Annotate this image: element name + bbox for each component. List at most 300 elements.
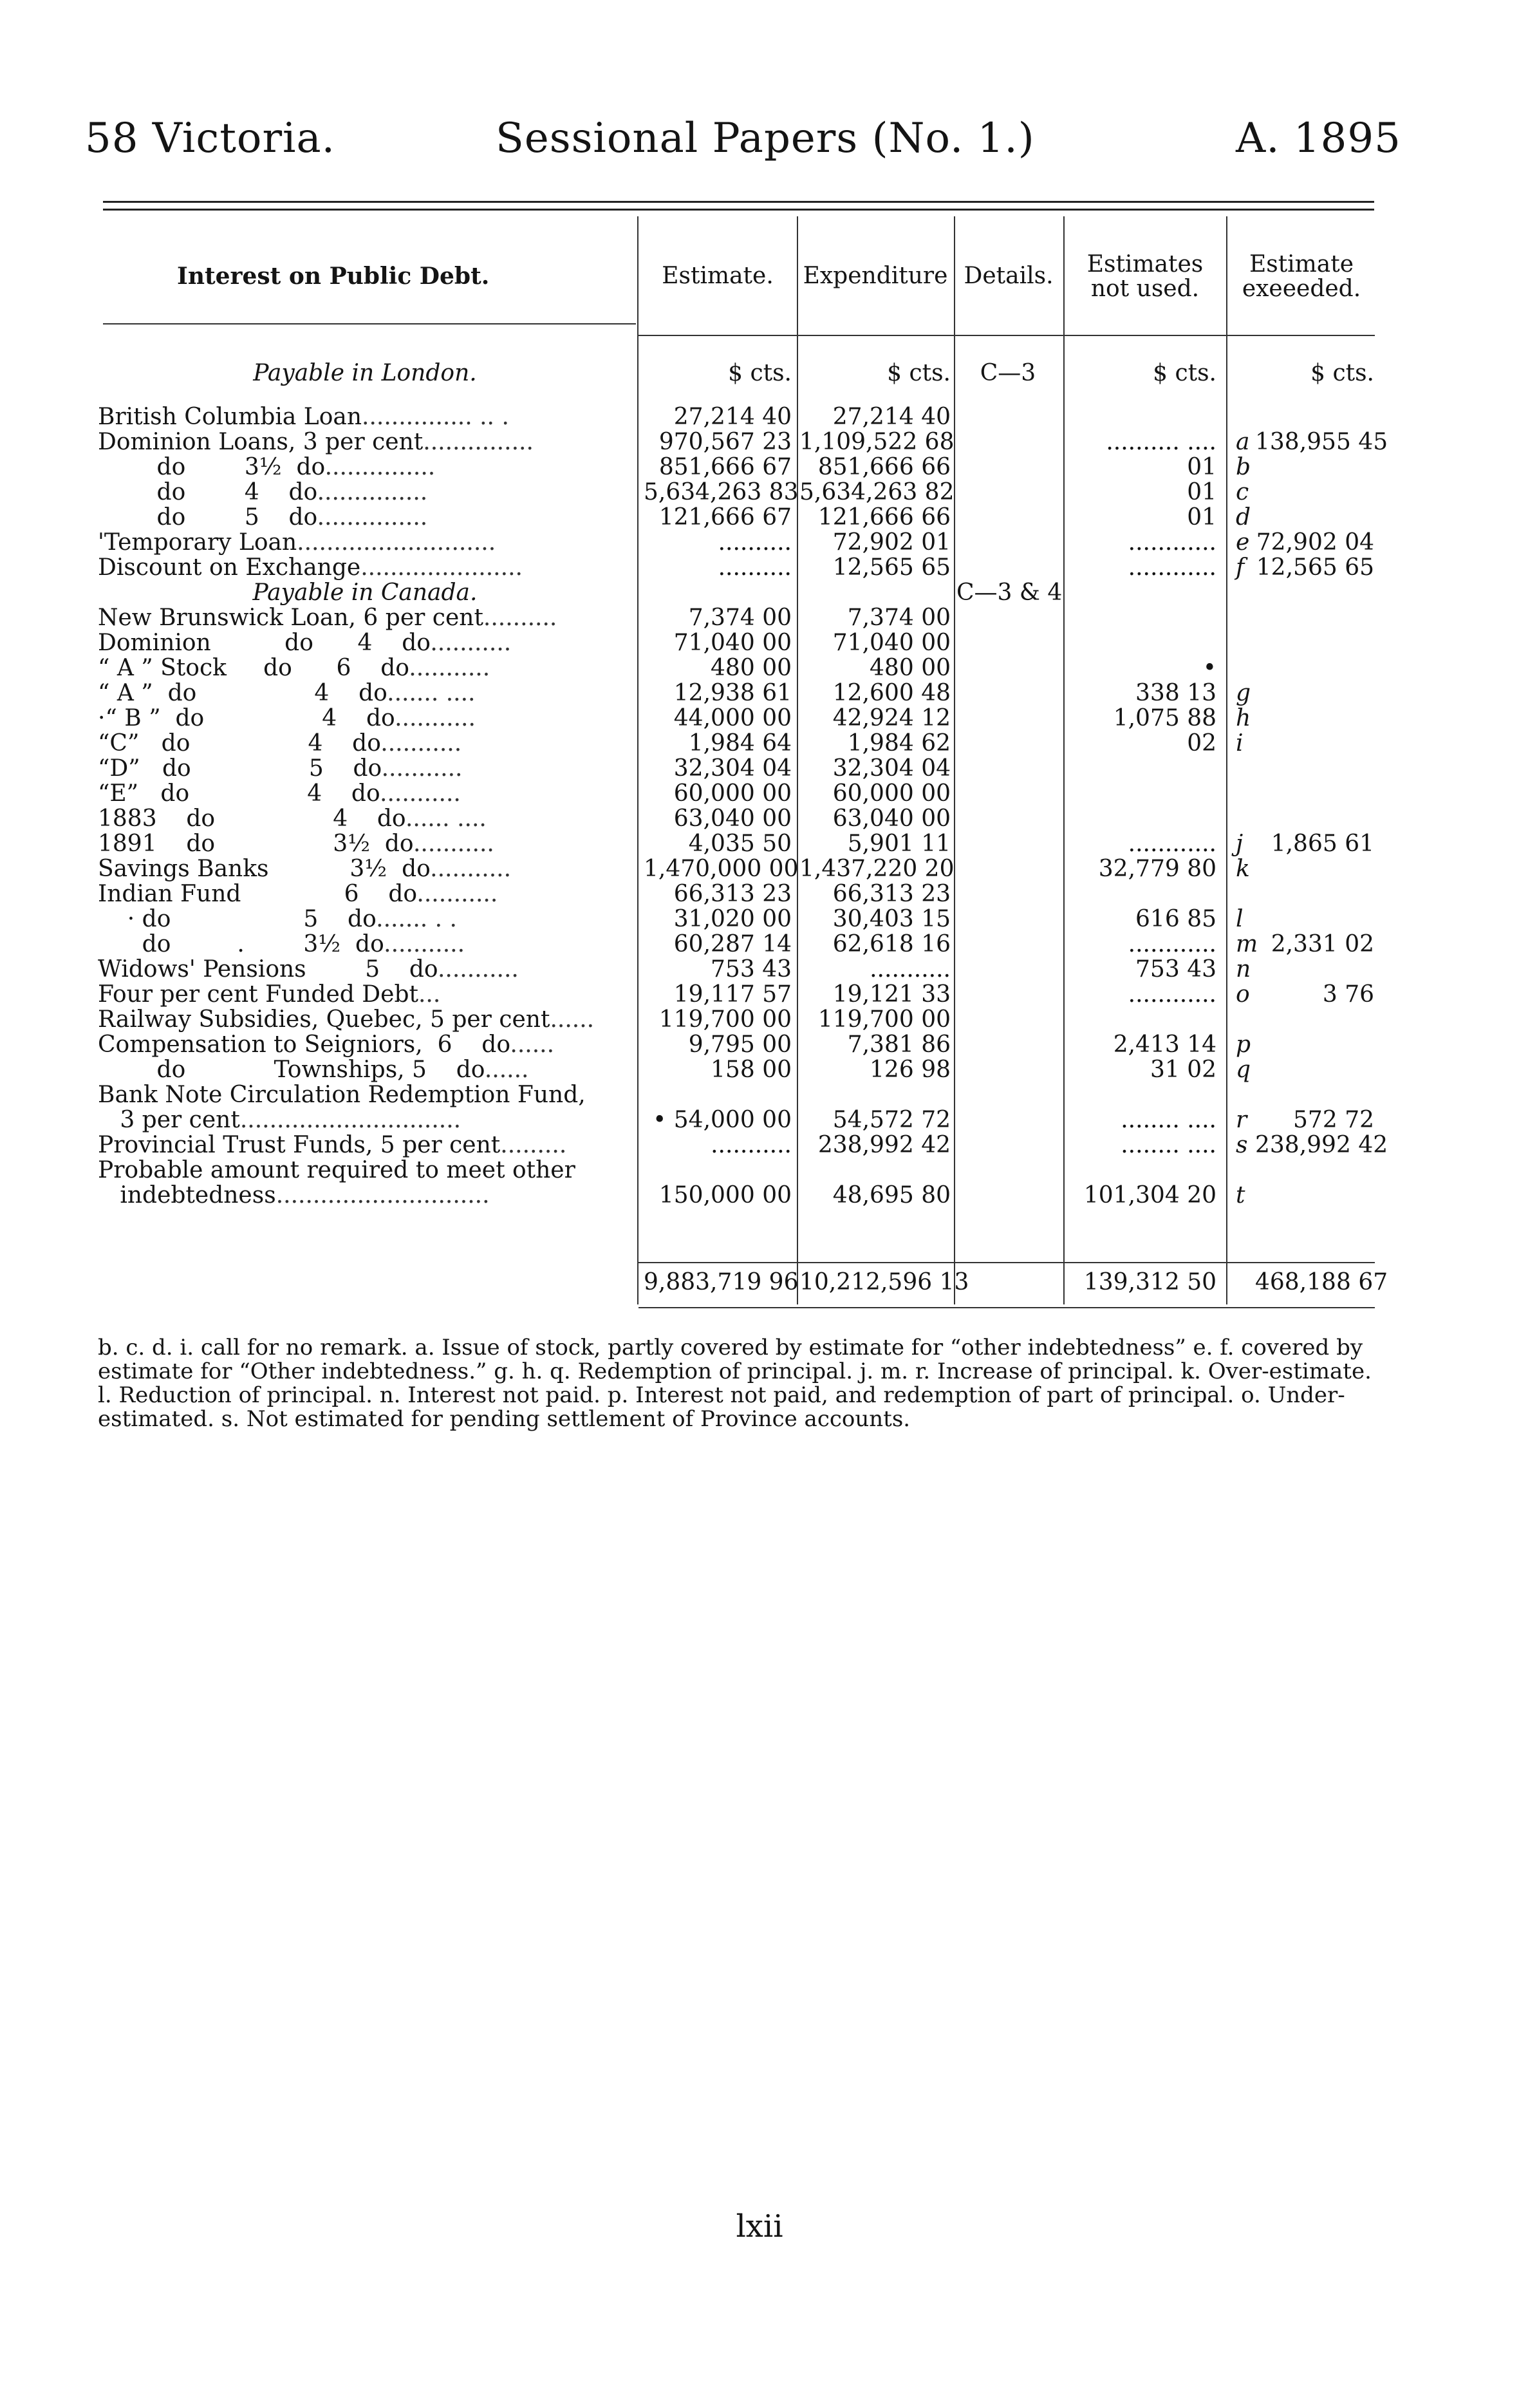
row-expenditure: 119,700 00 xyxy=(817,1006,951,1033)
row-label xyxy=(98,1082,632,1107)
table-row xyxy=(0,831,1519,856)
row-label xyxy=(98,706,632,731)
row-expenditure: 1,109,522 68 xyxy=(799,429,955,455)
column-heading-exceeded-line2: exeeeded. xyxy=(1242,276,1361,302)
leader-dots: ............... .. . xyxy=(362,404,509,430)
row-estimate: 121,666 67 xyxy=(658,504,792,531)
column-heading-unused-line1: Estimates xyxy=(1086,251,1204,277)
row-label-text: 1891 do 3½ do xyxy=(98,831,413,857)
row-estimate: 119,700 00 xyxy=(658,1006,792,1033)
row-label xyxy=(98,681,632,706)
row-estimate-not-used: ............ xyxy=(1128,931,1216,957)
row-estimate-exceeded xyxy=(1255,1082,1374,1107)
row-estimate-not-used xyxy=(1068,1007,1216,1032)
row-label-text: “D” do 5 do xyxy=(98,755,382,782)
row-estimate-exceeded xyxy=(1255,1057,1374,1082)
row-estimate: 150,000 00 xyxy=(658,1182,792,1209)
row-estimate: 32,304 04 xyxy=(673,755,792,782)
row-estimate-not-used xyxy=(1068,806,1216,831)
row-label-text: “ A ” do 4 do xyxy=(98,680,387,706)
row-estimate-not-used: • xyxy=(1202,655,1216,681)
row-note-letter: e xyxy=(1236,529,1250,556)
row-estimate-exceeded xyxy=(1255,455,1374,480)
leader-dots: ...... xyxy=(550,1006,595,1033)
row-estimate-not-used: 02 xyxy=(1187,730,1216,757)
row-expenditure: 63,040 00 xyxy=(832,805,951,832)
table-row xyxy=(0,932,1519,957)
row-estimate-exceeded xyxy=(1255,806,1374,831)
row-estimate-not-used: ............ xyxy=(1128,831,1216,857)
column-heading-label: Interest on Public Debt. xyxy=(177,263,490,290)
row-label-text: Compensation to Seigniors, 6 do xyxy=(98,1031,510,1058)
row-estimate-exceeded xyxy=(1255,756,1374,781)
row-label xyxy=(98,1007,632,1032)
table-row xyxy=(0,530,1519,555)
row-estimate-exceeded xyxy=(1255,681,1374,706)
row-estimate: 63,040 00 xyxy=(673,805,792,832)
row-note-letter: b xyxy=(1236,454,1251,480)
row-estimate-not-used: ............ xyxy=(1128,981,1216,1008)
row-estimate: 970,567 23 xyxy=(658,429,792,455)
details-canada: C—3 & 4 xyxy=(956,579,1063,606)
leader-dots: ........... xyxy=(380,780,461,807)
leader-dots: ........... xyxy=(416,881,498,907)
header-rule-top xyxy=(103,201,1374,203)
table-bottom-rule xyxy=(638,1307,1375,1308)
row-estimate: 753 43 xyxy=(711,956,792,983)
row-label-text: Railway Subsidies, Quebec, 5 per cent xyxy=(98,1006,550,1033)
row-expenditure: 12,565 65 xyxy=(832,554,951,581)
row-label xyxy=(98,806,632,831)
column-heading-exceeded xyxy=(1228,252,1375,301)
row-expenditure: 7,381 86 xyxy=(847,1031,951,1058)
leader-dots: ........... xyxy=(430,856,512,882)
row-label xyxy=(98,429,632,455)
row-label xyxy=(98,756,632,781)
heading-underline-columns xyxy=(638,335,1375,336)
row-expenditure: 71,040 00 xyxy=(832,630,951,656)
row-label xyxy=(98,856,632,881)
row-estimate-exceeded: 72,902 04 xyxy=(1256,529,1374,556)
row-expenditure xyxy=(799,1082,951,1107)
row-label xyxy=(98,1057,632,1082)
row-label xyxy=(98,655,632,681)
row-label xyxy=(98,957,632,982)
leader-dots: ........... xyxy=(380,730,462,757)
row-note-letter: d xyxy=(1236,504,1251,531)
row-estimate-not-used: ............ xyxy=(1128,554,1216,581)
row-note-letter: p xyxy=(1236,1031,1251,1058)
row-label xyxy=(98,781,632,806)
row-estimate-not-used: 338 13 xyxy=(1135,680,1216,706)
row-estimate: 9,795 00 xyxy=(688,1031,792,1058)
row-estimate-not-used: 1,075 88 xyxy=(1113,705,1216,731)
row-estimate: 1,470,000 00 xyxy=(644,856,799,882)
column-heading-estimate: Estimate. xyxy=(662,263,774,289)
row-estimate: 71,040 00 xyxy=(673,630,792,656)
row-expenditure: 19,121 33 xyxy=(832,981,951,1008)
section-heading-canada: Payable in Canada. xyxy=(252,579,478,606)
row-note-letter: t xyxy=(1236,1182,1245,1209)
leader-dots: ....... . . xyxy=(376,906,458,932)
row-estimate: .......... xyxy=(718,529,792,556)
table-row xyxy=(0,605,1519,630)
totals-rule xyxy=(638,1262,1375,1263)
unit-estimate: $ cts. xyxy=(728,360,792,386)
leader-dots: ........... xyxy=(437,956,519,983)
row-label xyxy=(98,455,632,480)
row-estimate-exceeded xyxy=(1255,957,1374,982)
column-heading-unused xyxy=(1065,252,1225,301)
row-estimate: 19,117 57 xyxy=(673,981,792,1008)
table-row xyxy=(0,1082,1519,1107)
row-expenditure: 5,634,263 82 xyxy=(799,479,955,505)
row-estimate-exceeded xyxy=(1255,1158,1374,1183)
row-label xyxy=(98,881,632,907)
leader-dots: ............... xyxy=(317,479,428,505)
row-note-letter: k xyxy=(1236,856,1250,882)
row-label xyxy=(98,1032,632,1057)
row-label-text: indebtedness xyxy=(98,1182,276,1209)
row-label-text: ·“ B ” do 4 do xyxy=(98,705,395,731)
total-unused: 139,312 50 xyxy=(1083,1269,1216,1295)
row-label xyxy=(98,404,632,429)
table-row xyxy=(0,681,1519,706)
row-estimate-not-used: ........ .... xyxy=(1121,1107,1216,1133)
leader-dots: ........... xyxy=(430,630,512,656)
row-estimate-exceeded xyxy=(1255,655,1374,681)
row-note-letter: q xyxy=(1236,1057,1251,1083)
unit-unused: $ cts. xyxy=(1153,360,1216,386)
row-expenditure: 72,902 01 xyxy=(832,529,951,556)
row-estimate xyxy=(644,1158,792,1183)
leader-dots: ...................... xyxy=(360,554,523,581)
row-estimate-exceeded xyxy=(1255,630,1374,655)
row-estimate: 60,000 00 xyxy=(673,780,792,807)
row-estimate: 5,634,263 83 xyxy=(644,479,799,505)
leader-dots: ........... xyxy=(384,931,465,957)
row-estimate-exceeded: 3 76 xyxy=(1322,981,1374,1008)
row-expenditure: 66,313 23 xyxy=(832,881,951,907)
row-estimate-not-used xyxy=(1068,881,1216,907)
row-label-text: Provincial Trust Funds, 5 per cent xyxy=(98,1132,501,1158)
table-row xyxy=(0,630,1519,655)
column-heading-expenditure: Expenditure xyxy=(803,263,948,289)
row-estimate: 31,020 00 xyxy=(673,906,792,932)
row-estimate: • 54,000 00 xyxy=(653,1107,792,1133)
header-rule-bottom xyxy=(103,209,1374,211)
row-label-text: “C” do 4 do xyxy=(98,730,381,757)
leader-dots: .............................. xyxy=(239,1107,461,1133)
row-note-letter: j xyxy=(1236,831,1244,857)
row-estimate-not-used: 01 xyxy=(1187,454,1216,480)
row-estimate: 4,035 50 xyxy=(688,831,792,857)
table-row xyxy=(0,505,1519,530)
row-estimate-exceeded: 12,565 65 xyxy=(1256,554,1374,581)
table-row xyxy=(0,404,1519,429)
row-label-text: Widows' Pensions 5 do xyxy=(98,956,438,983)
row-estimate-not-used xyxy=(1068,404,1216,429)
row-estimate-not-used: 01 xyxy=(1187,504,1216,531)
row-estimate-exceeded xyxy=(1255,605,1374,630)
row-estimate-not-used: 01 xyxy=(1187,479,1216,505)
row-estimate: 12,938 61 xyxy=(673,680,792,706)
row-label-text: “E” do 4 do xyxy=(98,780,380,807)
table-row xyxy=(0,1133,1519,1158)
row-label xyxy=(98,1107,632,1133)
row-estimate-not-used: ........ .... xyxy=(1121,1132,1216,1158)
total-estimate: 9,883,719 96 xyxy=(644,1269,799,1295)
leader-dots: ........... xyxy=(409,655,490,681)
table-row xyxy=(0,580,1519,605)
row-note-letter: f xyxy=(1236,554,1245,581)
row-label-text: Indian Fund 6 do xyxy=(98,881,417,907)
row-estimate-exceeded: 1,865 61 xyxy=(1271,831,1374,857)
row-note-letter: a xyxy=(1236,429,1250,455)
row-note-letter: g xyxy=(1236,680,1251,706)
table-row xyxy=(0,957,1519,982)
row-estimate: 480 00 xyxy=(711,655,792,681)
row-estimate-not-used xyxy=(1068,605,1216,630)
row-expenditure: 60,000 00 xyxy=(832,780,951,807)
row-estimate: 1,984 64 xyxy=(688,730,792,757)
row-estimate-exceeded xyxy=(1255,404,1374,429)
row-label-text: do . 3½ do xyxy=(98,931,384,957)
row-label-text: Dominion Loans, 3 per cent xyxy=(98,429,424,455)
row-label-text: British Columbia Loan xyxy=(98,404,362,430)
row-estimate: 27,214 40 xyxy=(673,404,792,430)
row-estimate-not-used: 32,779 80 xyxy=(1098,856,1216,882)
row-label-text: do Townships, 5 do xyxy=(98,1057,485,1083)
row-estimate-not-used: ............ xyxy=(1128,529,1216,556)
row-note-letter: n xyxy=(1236,956,1251,983)
row-label-text: 'Temporary Loan xyxy=(98,529,297,556)
row-expenditure: 7,374 00 xyxy=(847,605,951,631)
leader-dots: ........... xyxy=(413,831,494,857)
row-label xyxy=(98,1133,632,1158)
row-estimate-exceeded xyxy=(1255,781,1374,806)
table-row xyxy=(0,856,1519,881)
table-row xyxy=(0,429,1519,455)
units-row xyxy=(0,361,1519,386)
row-estimate-exceeded xyxy=(1255,907,1374,932)
row-label xyxy=(98,982,632,1007)
row-estimate-exceeded xyxy=(1255,856,1374,881)
table-row xyxy=(0,655,1519,681)
table-row xyxy=(0,480,1519,505)
row-expenditure: 121,666 66 xyxy=(817,504,951,531)
row-expenditure: 126 98 xyxy=(870,1057,951,1083)
table-row xyxy=(0,907,1519,932)
table-row xyxy=(0,756,1519,781)
row-label-text: Discount on Exchange xyxy=(98,554,361,581)
row-estimate-not-used: .......... .... xyxy=(1106,429,1216,455)
row-label-text: 3 per cent xyxy=(98,1107,240,1133)
row-label xyxy=(98,530,632,555)
row-estimate-exceeded: 2,331 02 xyxy=(1271,931,1374,957)
row-estimate-exceeded: 572 72 xyxy=(1293,1107,1374,1133)
row-expenditure: 54,572 72 xyxy=(832,1107,951,1133)
row-label xyxy=(98,605,632,630)
row-expenditure: 238,992 42 xyxy=(817,1132,951,1158)
table-row xyxy=(0,1032,1519,1057)
row-estimate: 851,666 67 xyxy=(658,454,792,480)
row-note-letter: s xyxy=(1236,1132,1248,1158)
row-note-letter: o xyxy=(1236,981,1250,1008)
section-heading-london: Payable in London. xyxy=(253,360,477,386)
row-note-letter: r xyxy=(1236,1107,1247,1133)
row-estimate-exceeded xyxy=(1255,1032,1374,1057)
row-label-text: do 4 do xyxy=(98,479,317,505)
row-estimate-not-used xyxy=(1068,756,1216,781)
row-label-text: “ A ” Stock do 6 do xyxy=(98,655,409,681)
table-row xyxy=(0,1007,1519,1032)
row-estimate: 158 00 xyxy=(711,1057,792,1083)
row-label xyxy=(98,831,632,856)
row-estimate-not-used xyxy=(1068,781,1216,806)
header-right: A. 1895 xyxy=(1236,115,1401,162)
row-label xyxy=(98,731,632,756)
total-exceeded: 468,188 67 xyxy=(1255,1269,1388,1295)
table-row xyxy=(0,806,1519,831)
row-estimate-not-used xyxy=(1068,1082,1216,1107)
table-row xyxy=(0,1107,1519,1133)
row-label-text: Bank Note Circulation Redemption Fund, xyxy=(98,1082,586,1108)
column-heading-unused-line2: not used. xyxy=(1090,276,1200,302)
row-note-letter: c xyxy=(1236,479,1249,505)
row-expenditure: 1,984 62 xyxy=(847,730,951,757)
row-estimate: 60,287 14 xyxy=(673,931,792,957)
table-row xyxy=(0,555,1519,580)
row-label-text: do 3½ do xyxy=(98,454,325,480)
row-label-text: Dominion do 4 do xyxy=(98,630,431,656)
row-expenditure xyxy=(799,1158,951,1183)
leader-dots: ............... xyxy=(423,429,534,455)
row-estimate-exceeded xyxy=(1255,505,1374,530)
row-estimate: 66,313 23 xyxy=(673,881,792,907)
row-estimate-not-used xyxy=(1068,630,1216,655)
row-note-letter: m xyxy=(1236,931,1258,957)
table-row xyxy=(0,781,1519,806)
row-label-text: Probable amount required to meet other xyxy=(98,1157,575,1183)
leader-dots: ...... xyxy=(484,1057,529,1083)
row-expenditure: ........... xyxy=(870,956,951,983)
unit-exceeded: $ cts. xyxy=(1310,360,1374,386)
total-expenditure: 10,212,596 13 xyxy=(799,1269,969,1295)
row-label-text: Savings Banks 3½ do xyxy=(98,856,431,882)
leader-dots: ............... xyxy=(324,454,436,480)
heading-underline-label xyxy=(103,323,636,325)
row-expenditure: 42,924 12 xyxy=(832,705,951,731)
row-label xyxy=(98,1183,632,1208)
row-estimate: .......... xyxy=(718,554,792,581)
row-estimate-exceeded xyxy=(1255,1007,1374,1032)
row-estimate-not-used: 616 85 xyxy=(1135,906,1216,932)
row-expenditure: 851,666 66 xyxy=(817,454,951,480)
leader-dots: ........... xyxy=(395,705,476,731)
leader-dots: ...... xyxy=(510,1031,555,1058)
table-row xyxy=(0,982,1519,1007)
row-label xyxy=(98,555,632,580)
row-label-text: do 5 do xyxy=(98,504,317,531)
column-heading-details: Details. xyxy=(964,263,1054,289)
row-label-text: 1883 do 4 do xyxy=(98,805,405,832)
row-label-text: · do 5 do xyxy=(98,906,377,932)
header-center: Sessional Papers (No. 1.) xyxy=(496,115,1035,162)
column-heading-exceeded-line1: Estimate xyxy=(1249,251,1354,277)
row-expenditure: 480 00 xyxy=(870,655,951,681)
row-expenditure: 32,304 04 xyxy=(832,755,951,782)
row-label xyxy=(98,480,632,505)
row-label-text: Four per cent Funded Debt xyxy=(98,981,418,1008)
row-estimate: ........... xyxy=(711,1132,792,1158)
row-label xyxy=(98,505,632,530)
table-row xyxy=(0,706,1519,731)
row-estimate-exceeded xyxy=(1255,706,1374,731)
row-estimate-not-used: 101,304 20 xyxy=(1083,1182,1216,1209)
row-label xyxy=(98,630,632,655)
row-expenditure: 27,214 40 xyxy=(832,404,951,430)
row-estimate-not-used xyxy=(1068,1158,1216,1183)
row-label xyxy=(98,907,632,932)
leader-dots: ......... xyxy=(500,1132,567,1158)
row-estimate-exceeded xyxy=(1255,480,1374,505)
leader-dots: ........... xyxy=(381,755,463,782)
row-label xyxy=(98,1158,632,1183)
row-note-letter: h xyxy=(1236,705,1251,731)
page-number: lxii xyxy=(736,2208,783,2244)
row-estimate-exceeded: 238,992 42 xyxy=(1255,1132,1388,1158)
row-note-letter: i xyxy=(1236,730,1244,757)
row-expenditure: 5,901 11 xyxy=(847,831,951,857)
row-expenditure: 1,437,220 20 xyxy=(799,856,955,882)
row-expenditure: 12,600 48 xyxy=(832,680,951,706)
row-expenditure: 30,403 15 xyxy=(832,906,951,932)
table-row xyxy=(0,455,1519,480)
row-estimate-exceeded xyxy=(1255,731,1374,756)
row-estimate-not-used: 753 43 xyxy=(1135,956,1216,983)
unit-expenditure: $ cts. xyxy=(887,360,951,386)
row-note-letter: l xyxy=(1236,906,1244,932)
leader-dots: ... xyxy=(418,981,441,1008)
row-expenditure: 48,695 80 xyxy=(832,1182,951,1209)
details-london: C—3 xyxy=(980,360,1036,386)
leader-dots: ............... xyxy=(317,504,428,531)
leader-dots: .......... xyxy=(483,605,557,631)
table-row xyxy=(0,1057,1519,1082)
row-label xyxy=(98,932,632,957)
row-label-text: New Brunswick Loan, 6 per cent xyxy=(98,605,483,631)
row-expenditure: 62,618 16 xyxy=(832,931,951,957)
header-left: 58 Victoria. xyxy=(85,115,335,162)
leader-dots: ...... .... xyxy=(405,805,487,832)
table-row xyxy=(0,1183,1519,1208)
leader-dots: ........................... xyxy=(297,529,496,556)
row-estimate xyxy=(644,1082,792,1107)
row-estimate-not-used: 2,413 14 xyxy=(1113,1031,1216,1058)
row-estimate: 7,374 00 xyxy=(688,605,792,631)
leader-dots: ............................. xyxy=(275,1182,490,1209)
totals-row xyxy=(0,1270,1519,1295)
footnotes: b. c. d. i. call for no remark. a. Issue of stock, partly covered by estimate for “other indebtedness” e. f. covered by estimate for “Other indebtedness.” g. h. q. Redemption of principal. j. m. r. Increase of principal. k. Over-estimate. l. Reduction of principal. n. Interest not paid. p. Interest not paid, and redemption of part of principal. o. Under-estimated. s. Not estimated for pending settlement of Province accounts. xyxy=(98,1335,1372,1432)
leader-dots: ....... .... xyxy=(387,680,476,706)
row-estimate: 44,000 00 xyxy=(673,705,792,731)
table-row xyxy=(0,731,1519,756)
table-row xyxy=(0,1158,1519,1183)
row-estimate-exceeded xyxy=(1255,1183,1374,1208)
table-row xyxy=(0,881,1519,907)
row-estimate-exceeded xyxy=(1255,881,1374,907)
